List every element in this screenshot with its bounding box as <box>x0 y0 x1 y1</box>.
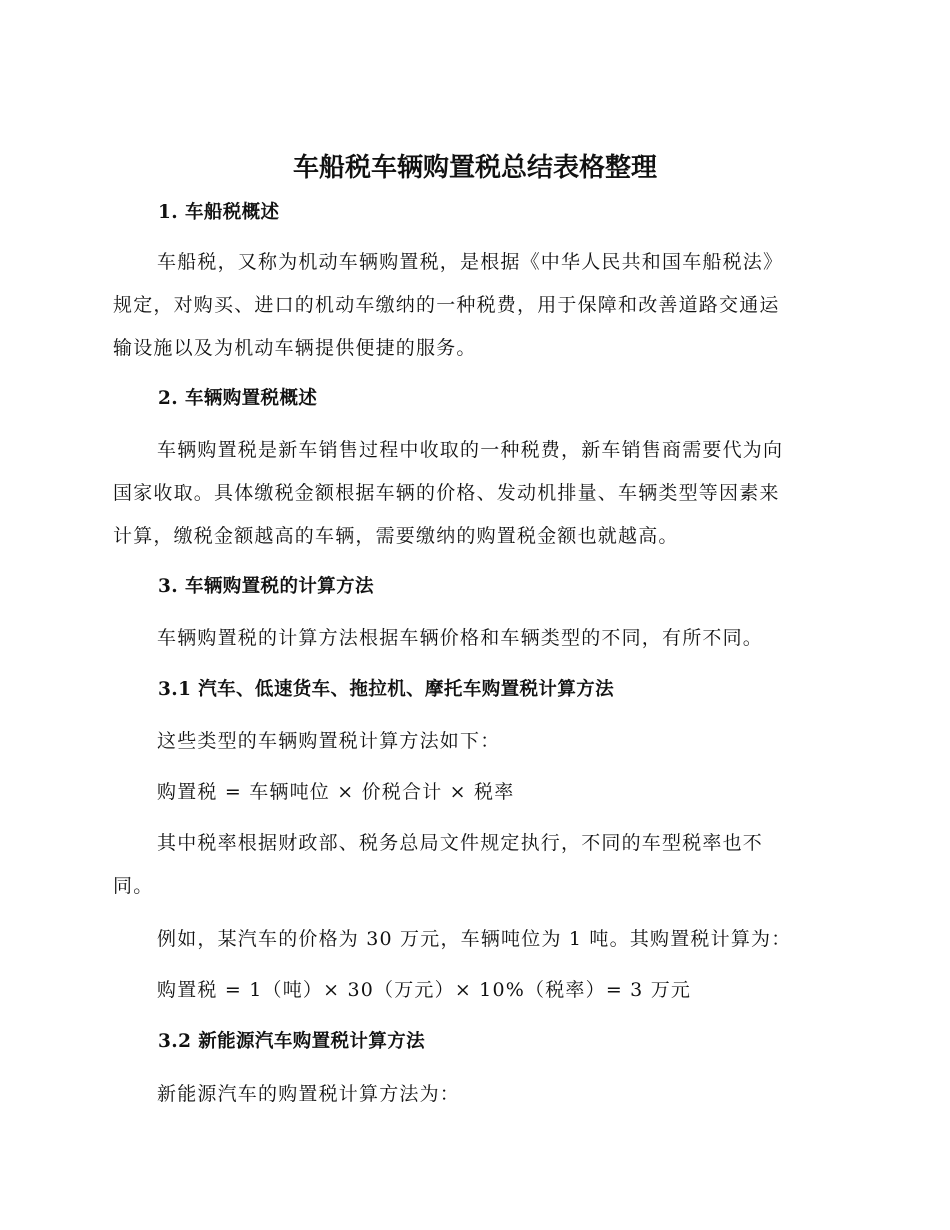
section-3-1-example-formula: 购置税 = 1（吨）× 30（万元）× 10%（税率）= 3 万元 <box>157 979 692 1001</box>
section-3-1-intro: 这些类型的车辆购置税计算方法如下： <box>157 730 501 752</box>
paragraph-line: 同。 <box>113 875 154 897</box>
section-3-heading: 3. 车辆购置税的计算方法 <box>158 576 374 597</box>
paragraph-line: 规定，对购买、进口的机动车缴纳的一种税费，用于保障和改善道路交通运 <box>113 294 780 316</box>
section-3-1-heading: 3.1 汽车、低速货车、拖拉机、摩托车购置税计算方法 <box>158 679 615 700</box>
paragraph-line: 车船税，又称为机动车辆购置税，是根据《中华人民共和国车船税法》 <box>157 251 784 273</box>
section-3-paragraph: 车辆购置税的计算方法根据车辆价格和车辆类型的不同，有所不同。 <box>157 627 764 649</box>
paragraph-line: 其中税率根据财政部、税务总局文件规定执行，不同的车型税率也不 <box>157 832 764 854</box>
paragraph-line: 国家收取。具体缴税金额根据车辆的价格、发动机排量、车辆类型等因素来 <box>113 482 780 504</box>
section-3-1-formula: 购置税 = 车辆吨位 × 价税合计 × 税率 <box>157 781 515 803</box>
document-title: 车船税车辆购置税总结表格整理 <box>292 153 657 183</box>
section-2-paragraph <box>113 429 833 558</box>
section-3-2-intro: 新能源汽车的购置税计算方法为： <box>157 1083 461 1105</box>
section-3-1-note <box>113 822 833 908</box>
section-3-1-example: 例如，某汽车的价格为 30 万元，车辆吨位为 1 吨。其购置税计算为： <box>157 928 792 950</box>
section-1-paragraph <box>113 241 833 370</box>
paragraph-line: 车辆购置税是新车销售过程中收取的一种税费，新车销售商需要代为向 <box>157 439 784 461</box>
section-3-2-heading: 3.2 新能源汽车购置税计算方法 <box>158 1031 426 1052</box>
paragraph-line: 输设施以及为机动车辆提供便捷的服务。 <box>113 337 477 359</box>
section-1-heading: 1. 车船税概述 <box>158 202 280 223</box>
paragraph-line: 计算，缴税金额越高的车辆，需要缴纳的购置税金额也就越高。 <box>113 525 679 547</box>
section-2-heading: 2. 车辆购置税概述 <box>158 388 318 409</box>
